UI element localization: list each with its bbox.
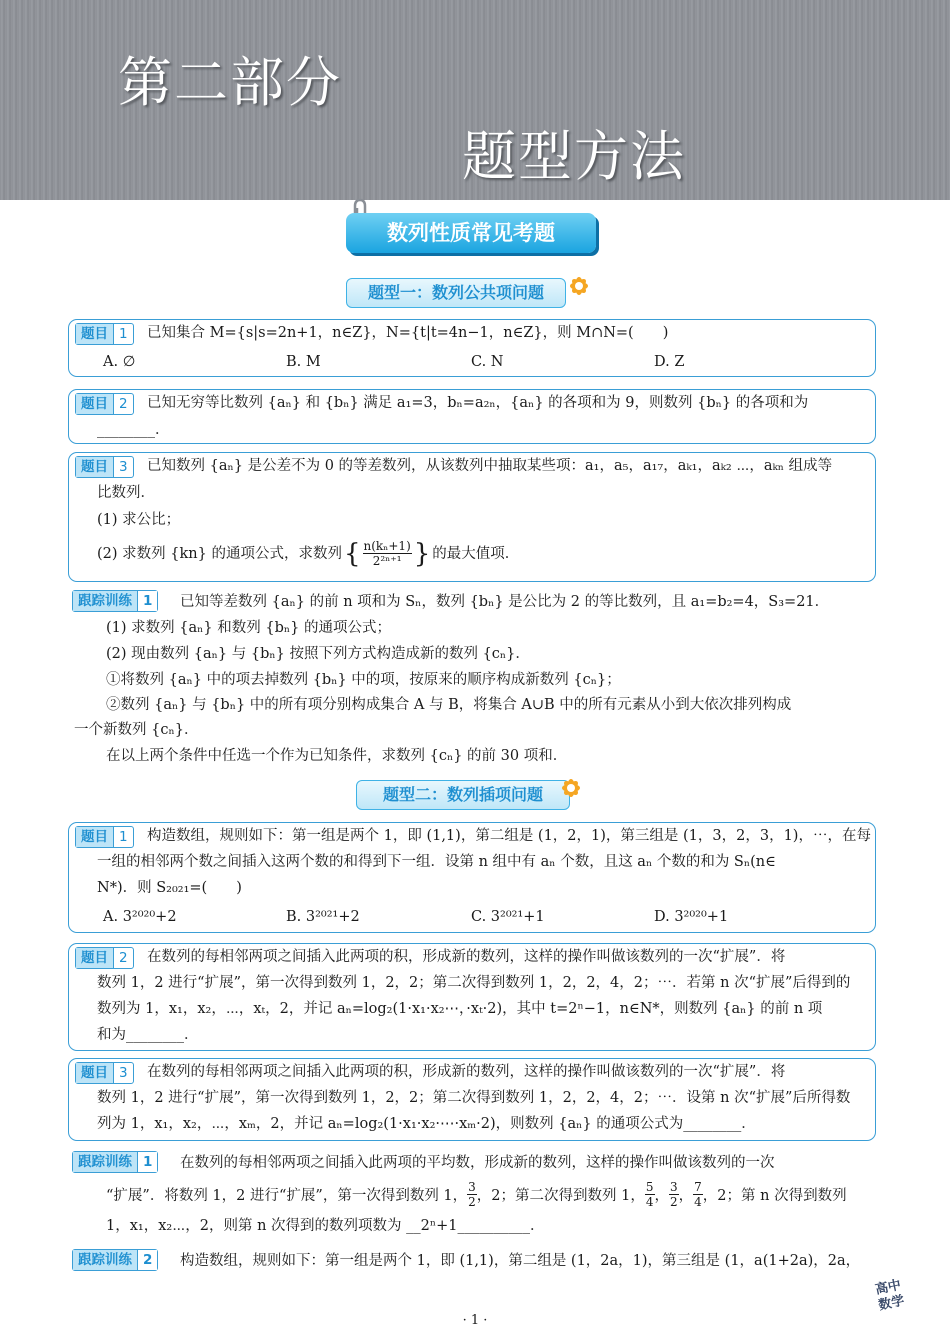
question-box-s2-q1 xyxy=(68,822,876,933)
section2-title: 题型二：数列插项问题 xyxy=(356,780,570,810)
option-d: D. Z xyxy=(654,354,685,370)
question-line: 在数列的每相邻两项之间插入此两项的积，形成新的数列，这样的操作叫做该数列的一次“扩展”．将 xyxy=(147,1064,786,1080)
question-line: 列为 1，x₁，x₂，⋯，xₘ，2，并记 aₙ=log₂(1·x₁·x₂·⋯·xₘ·2)，则数列 {aₙ} 的通项公式为________． xyxy=(97,1116,756,1132)
question-box-s2-q3 xyxy=(68,1058,876,1141)
question-line: 已知无穷等比数列 {aₙ} 和 {bₙ} 满足 a₁=3，bₙ=a₂ₙ，{aₙ} 的各项和为 9，则数列 {bₙ} 的各项和为 xyxy=(147,395,809,411)
flower-icon xyxy=(564,270,594,300)
option-b: B. 3²⁰²¹+2 xyxy=(286,909,360,925)
fraction: $\frac{\text{n(kₙ+1)}}{\text{2²ⁿ⁺¹}}$ xyxy=(363,539,411,568)
tracking-line: 构造数组，规则如下：第一组是两个 1，即 (1,1)，第二组是 (1，2a，1)，第三组是 (1，a(1+2a)，2a， xyxy=(180,1253,861,1269)
tracking-tag: 跟踪训练 1 xyxy=(72,1151,158,1173)
header-banner xyxy=(0,0,950,200)
answer-blank: ________． xyxy=(97,422,170,438)
tracking-tag: 跟踪训练 1 xyxy=(72,590,158,612)
question-line: 构造数组，规则如下：第一组是两个 1，即 (1,1)，第二组是 (1，2，1)，第三组是 (1，3，2，3，1)，⋯，在每 xyxy=(147,828,871,844)
question-line: 比数列． xyxy=(97,485,155,501)
question-line: 数列 1，2 进行“扩展”，第一次得到数列 1，2，2；第二次得到数列 1，2，2，4，2；⋯．设第 n 次“扩展”后所得数 xyxy=(97,1090,851,1106)
question-box-s1-q1 xyxy=(68,319,876,377)
option-d: D. 3²⁰²⁰+1 xyxy=(654,909,729,925)
tracking-line: ①将数列 {aₙ} 中的项去掉数列 {bₙ} 中的项，按原来的顺序构成新数列 {cₙ}； xyxy=(106,672,621,688)
question-tag: 题目 3 xyxy=(75,456,134,478)
option-b: B. M xyxy=(286,354,321,370)
question-tag: 题目 2 xyxy=(75,947,134,969)
option-c: C. 3²⁰²¹+1 xyxy=(471,909,545,925)
tracking-line: 在数列的每相邻两项之间插入此两项的平均数，形成新的数列，这样的操作叫做该数列的一次 xyxy=(180,1155,775,1171)
tracking-line: 已知等差数列 {aₙ} 的前 n 项和为 Sₙ，数列 {bₙ} 是公比为 2 的等比数列，且 a₁=b₂=4，S₃=21． xyxy=(180,594,830,610)
question-tag: 题目 1 xyxy=(75,826,134,848)
tracking-line: 一个新数列 {cₙ}． xyxy=(74,722,199,738)
question-part-2: (2) 求数列 {kn} 的通项公式，求数列 { $\frac{\text{n(kₙ+1)}}{\text{2²ⁿ⁺¹}}$ } 的最大值项． xyxy=(97,538,520,569)
tracking-tag: 跟踪训练 2 xyxy=(72,1249,158,1271)
question-line: 一组的相邻两个数之间插入这两个数的和得到下一组．设第 n 组中有 aₙ 个数，且这 aₙ 个数的和为 Sₙ(n∈ xyxy=(97,854,776,870)
question-tag: 题目 1 xyxy=(75,323,134,345)
question-line: 已知数列 {aₙ} 是公差不为 0 的等差数列，从该数列中抽取某些项：a₁，a₅，a₁₇，aₖ₁，aₖ₂ ⋯，aₖₙ 组成等 xyxy=(147,458,833,474)
method-title: 题型方法 xyxy=(462,125,686,188)
question-part-1: (1) 求公比； xyxy=(97,512,181,528)
fraction: $\frac{5}{4}$ xyxy=(645,1179,654,1209)
tracking-line: 1，x₁，x₂⋯，2，则第 n 次得到的数列项数为 __2ⁿ+1__________． xyxy=(106,1218,545,1234)
part-title: 第二部分 xyxy=(118,51,342,114)
question-box-s1-q2 xyxy=(68,389,876,444)
question-line: 在数列的每相邻两项之间插入此两项的积，形成新的数列，这样的操作叫做该数列的一次“扩展”．将 xyxy=(147,949,786,965)
question-line: N*)．则 S₂₀₂₁=( ) xyxy=(97,880,242,896)
section1-title: 题型一：数列公共项问题 xyxy=(346,278,566,308)
question-box-s1-q3 xyxy=(68,452,876,582)
question-line: 数列 1，2 进行“扩展”，第一次得到数列 1，2，2；第二次得到数列 1，2，2，4，2；⋯．若第 n 次“扩展”后得到的 xyxy=(97,975,851,991)
chapter-title: 数列性质常见考题 xyxy=(346,213,596,253)
question-box-s2-q2 xyxy=(68,943,876,1051)
question-line: 数列为 1，x₁，x₂，⋯，xₜ，2，并记 aₙ=log₂(1·x₁·x₂⋯，·xₜ·2)，其中 t=2ⁿ−1，n∈N*，则数列 {aₙ} 的前 n 项 xyxy=(97,1001,823,1017)
option-a: A. 3²⁰²⁰+2 xyxy=(103,909,177,925)
fraction: $\frac{3}{2}$ xyxy=(468,1179,476,1209)
question-stem: 已知集合 M={s|s=2n+1，n∈Z}，N={t|t=4n−1，n∈Z}，则 M∩N=( ) xyxy=(147,325,669,341)
question-line: 和为________． xyxy=(97,1027,199,1043)
tracking-line: “扩展”．将数列 1，2 进行“扩展”，第一次得到数列 1， $\frac{3}{2}$ ，2；第二次得到数列 1， $\frac{5}{4}$ ， $\frac{3}{2}$ ， $\frac{7}{4}$ ，2；第 n 次得到数列 xyxy=(106,1179,847,1209)
question-tag: 题目 3 xyxy=(75,1062,134,1084)
tracking-line: ②数列 {aₙ} 与 {bₙ} 中的所有项分别构成集合 A 与 B，将集合 A∪B 中的所有元素从小到大依次排列构成 xyxy=(106,697,792,713)
tracking-line: 在以上两个条件中任选一个作为已知条件，求数列 {cₙ} 的前 30 项和． xyxy=(106,748,568,764)
tracking-line: (2) 现由数列 {aₙ} 与 {bₙ} 按照下列方式构造成新的数列 {cₙ}． xyxy=(106,646,530,662)
tracking-line: (1) 求数列 {aₙ} 和数列 {bₙ} 的通项公式； xyxy=(106,620,391,636)
fraction: $\frac{7}{4}$ xyxy=(694,1179,702,1209)
page-number: · 1 · xyxy=(462,1313,488,1328)
flower-icon xyxy=(556,772,586,802)
option-a: A. ∅ xyxy=(103,354,136,370)
logo: 高中 数学 xyxy=(873,1277,906,1314)
question-tag: 题目 2 xyxy=(75,393,134,415)
fraction: $\frac{3}{2}$ xyxy=(670,1179,678,1209)
option-c: C. N xyxy=(471,354,504,370)
